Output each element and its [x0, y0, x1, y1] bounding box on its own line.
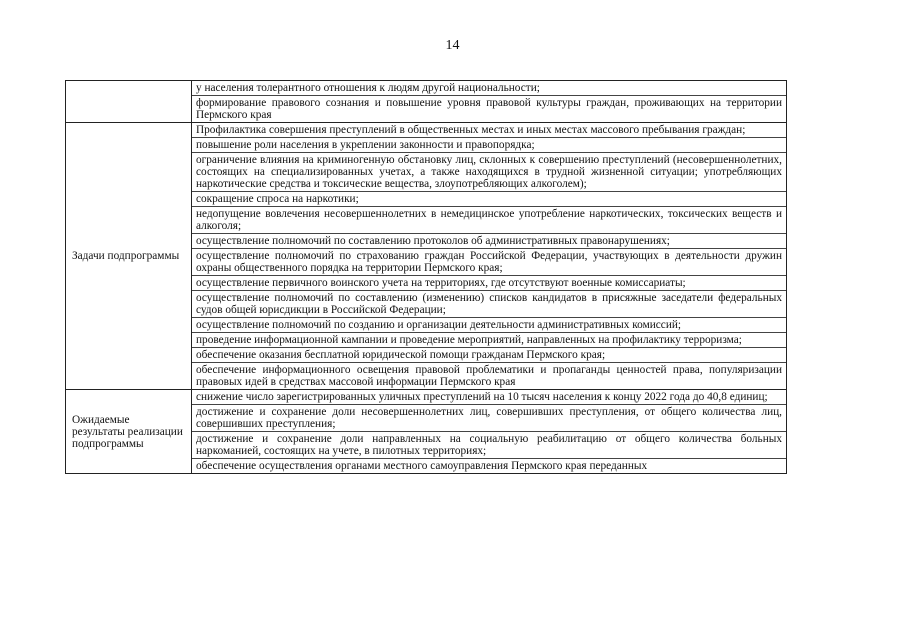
list-item: у населения толерантного отношения к людям другой национальности; [192, 81, 786, 96]
list-item: Профилактика совершения преступлений в общественных местах и иных местах массового пребывания граждан; [192, 123, 786, 138]
row-content-cell [192, 123, 787, 390]
table-row-tasks [66, 123, 787, 390]
list-item: недопущение вовлечения несовершеннолетних в немедицинское употребление наркотических, токсических веществ и алкоголя; [192, 207, 786, 234]
program-table [65, 80, 787, 474]
table-row-results [66, 390, 787, 474]
list-item: повышение роли населения в укреплении законности и правопорядка; [192, 138, 786, 153]
row-content-cell [192, 390, 787, 474]
list-item: сокращение спроса на наркотики; [192, 192, 786, 207]
table-row-continuation [66, 81, 787, 123]
list-item: обеспечение информационного освещения правовой проблематики и пропаганды ценностей права, популяризации правовых идей в средствах массовой информации Пермского края [196, 364, 782, 388]
row-label-cell [66, 81, 192, 123]
list-item: осуществление полномочий по составлению (изменению) списков кандидатов в присяжные заседатели федеральных судов общей юрисдикции в Российской Федерации; [192, 291, 786, 318]
row-label-cell [66, 390, 192, 474]
row-label-tasks: Задачи подпрограммы [72, 250, 180, 262]
list-item: осуществление полномочий по составлению протоколов об административных правонарушениях; [192, 234, 786, 249]
list-item: проведение информационной кампании и проведение мероприятий, направленных на профилактику терроризма; [192, 333, 786, 348]
list-item: обеспечение оказания бесплатной юридической помощи гражданам Пермского края; [192, 348, 786, 363]
list-item: достижение и сохранение доли несовершеннолетних лиц, совершивших преступления, от общего количества лиц, совершивших преступления; [192, 405, 786, 432]
list-item: осуществление первичного воинского учета на территориях, где отсутствуют военные комиссариаты; [192, 276, 786, 291]
row-label-results: Ожидаемые результаты реализации подпрограммы [72, 413, 183, 450]
list-item: осуществление полномочий по страхованию граждан Российской Федерации, участвующих в деятельности дружин охраны общественного порядка на территории Пермского края; [192, 249, 786, 276]
row-label-cell [66, 123, 192, 390]
page-number: 14 [445, 38, 460, 53]
row-content-cell [192, 81, 787, 123]
list-item: обеспечение осуществления органами местного самоуправления Пермского края переданных [196, 460, 648, 472]
list-item: формирование правового сознания и повышение уровня правовой культуры граждан, проживающих на территории Пермского края [196, 97, 782, 121]
list-item: снижение число зарегистрированных уличных преступлений на 10 тысяч населения к концу 2022 года до 40,8 единиц; [192, 390, 786, 405]
list-item: осуществление полномочий по созданию и организации деятельности административных комиссий; [192, 318, 786, 333]
list-item: ограничение влияния на криминогенную обстановку лиц, склонных к совершению преступлений (несовершеннолетних, состоящих на специализированных учетах, а также находящихся в трудной жизненной ситуации; употребляющих наркотические средства и токсические вещества, злоупотребляющих алкоголем); [192, 153, 786, 192]
list-item: достижение и сохранение доли направленных на социальную реабилитацию от общего количества больных наркоманией, состоящих на учете, в пилотных территориях; [192, 432, 786, 459]
